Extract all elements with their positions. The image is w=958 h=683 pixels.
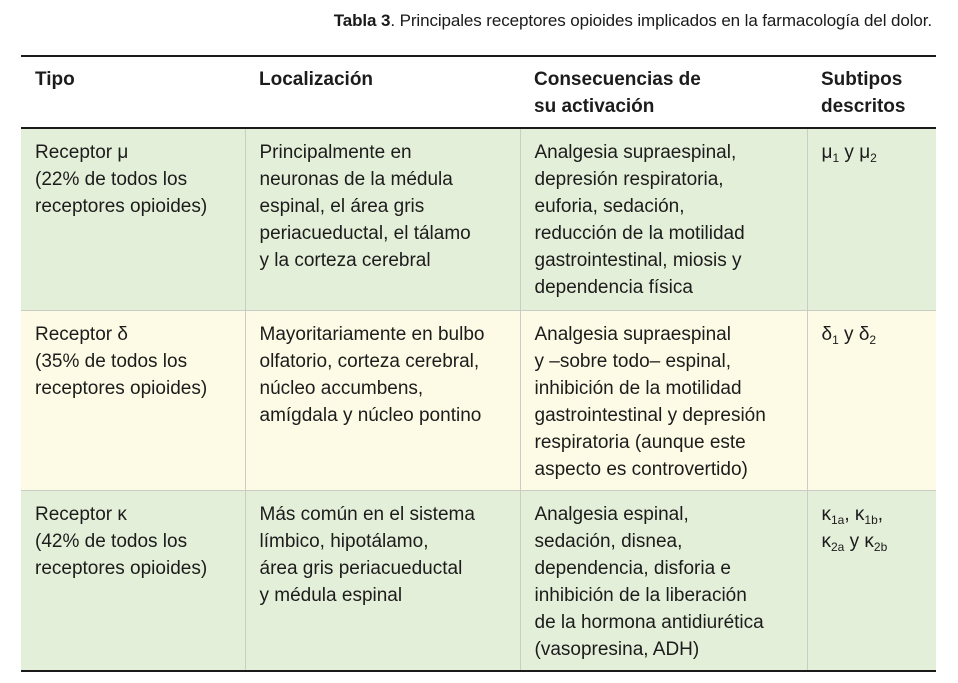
header-tipo — [21, 56, 245, 128]
subtype-separator: , — [844, 504, 855, 525]
cell-line: Principalmente en — [259, 142, 412, 163]
cell-tipo — [21, 491, 245, 672]
subtype-symbol: μ — [859, 142, 871, 163]
caption-text: . Principales receptores opioides implicados en la farmacología del dolor. — [390, 11, 932, 30]
cell-line: Más común en el sistema — [259, 504, 475, 525]
cell-line: Analgesia supraespinal, — [534, 142, 737, 163]
subtype-symbol: κ — [821, 531, 831, 552]
cell-subtipos — [807, 128, 936, 311]
cell-line: neuronas de la médula — [259, 169, 453, 190]
subtype-symbol: κ — [864, 531, 874, 552]
cell-line: límbico, hipotálamo, — [259, 531, 429, 552]
subtype-symbol: μ — [821, 142, 833, 163]
cell-consecuencias — [520, 128, 807, 311]
cell-subtipos — [807, 311, 936, 491]
cell-line: espinal, el área gris — [259, 196, 425, 217]
cell-line: Analgesia supraespinal — [534, 324, 731, 345]
cell-line: periacueductal, el tálamo — [259, 223, 471, 244]
cell-line: núcleo accumbens, — [259, 378, 424, 399]
subtype-separator: , — [877, 504, 884, 525]
cell-line: reducción de la motilidad — [534, 223, 745, 244]
cell-tipo — [21, 128, 245, 311]
subtype-subscript: 1b — [864, 513, 878, 527]
cell-localizacion — [245, 128, 520, 311]
cell-line: área gris periacueductal — [259, 558, 463, 579]
cell-line: Analgesia espinal, — [534, 504, 689, 525]
cell-line: amígdala y núcleo pontino — [259, 405, 482, 426]
cell-line: y médula espinal — [259, 585, 403, 606]
table-row-delta — [21, 311, 936, 491]
header-localizacion — [245, 56, 520, 128]
subtype-subscript: 2a — [831, 540, 845, 554]
cell-line: de la hormona antidiurética — [534, 612, 764, 633]
cell-line: dependencia, disforia e — [534, 558, 731, 579]
subtype-subscript: 2 — [870, 151, 877, 165]
subtype-symbol: δ — [821, 324, 833, 345]
subtype-line — [822, 139, 929, 166]
cell-line: inhibición de la motilidad — [534, 378, 742, 399]
cell-localizacion — [245, 311, 520, 491]
header-tipo-text: Tipo — [35, 69, 75, 90]
cell-line: sedación, disnea, — [534, 531, 683, 552]
subtype-separator: y — [844, 531, 865, 552]
cell-localizacion — [245, 491, 520, 672]
subtypes-list — [822, 321, 929, 348]
subtypes-list — [822, 501, 929, 555]
cell-tipo — [21, 311, 245, 491]
subtype-separator: y — [838, 324, 859, 345]
cell-line: (35% de todos los — [35, 351, 188, 372]
cell-line: receptores opioides) — [35, 558, 208, 579]
cell-line: (22% de todos los — [35, 169, 188, 190]
cell-line: Receptor κ — [35, 504, 127, 525]
subtype-separator: y — [839, 142, 860, 163]
cell-line: (vasopresina, ADH) — [534, 639, 700, 660]
table-row-kappa — [21, 491, 936, 672]
table-caption — [334, 11, 932, 31]
cell-line: receptores opioides) — [35, 196, 208, 217]
cell-line: euforia, sedación, — [534, 196, 685, 217]
cell-line: receptores opioides) — [35, 378, 208, 399]
table-row-mu — [21, 128, 936, 311]
cell-line: aspecto es controvertido) — [534, 459, 748, 480]
subtype-subscript: 2 — [869, 333, 877, 347]
cell-line: gastrointestinal, miosis y — [534, 250, 742, 271]
cell-line: Receptor δ — [35, 324, 128, 345]
cell-line: Receptor μ — [35, 142, 129, 163]
header-localizacion-text: Localización — [259, 69, 374, 90]
cell-line: inhibición de la liberación — [534, 585, 747, 606]
subtypes-list — [822, 139, 929, 166]
cell-line: (42% de todos los — [35, 531, 188, 552]
subtype-line — [822, 528, 929, 555]
subtype-symbol: δ — [858, 324, 870, 345]
cell-line: depresión respiratoria, — [534, 169, 724, 190]
cell-consecuencias — [520, 311, 807, 491]
cell-line: y –sobre todo– espinal, — [534, 351, 731, 372]
subtype-line — [822, 321, 929, 348]
table-header-row — [21, 56, 936, 128]
header-subtipos-line: descritos — [821, 96, 906, 117]
subtype-symbol: κ — [821, 504, 831, 525]
subtype-symbol: κ — [854, 504, 865, 525]
caption-label: Tabla 3 — [333, 11, 391, 30]
cell-line: olfatorio, corteza cerebral, — [259, 351, 480, 372]
subtype-subscript: 1 — [832, 151, 840, 165]
cell-line: dependencia física — [534, 277, 693, 298]
opioid-receptors-table — [21, 55, 936, 672]
header-consecuencias — [520, 56, 807, 128]
header-subtipos-line: Subtipos — [821, 69, 903, 90]
header-consecuencias-line: Consecuencias de — [534, 69, 701, 90]
header-subtipos — [807, 56, 936, 128]
cell-line: Mayoritariamente en bulbo — [259, 324, 485, 345]
subtype-line — [822, 501, 929, 528]
cell-subtipos — [807, 491, 936, 672]
subtype-subscript: 1 — [832, 333, 839, 347]
cell-line: y la corteza cerebral — [259, 250, 431, 271]
header-consecuencias-line: su activación — [534, 96, 655, 117]
cell-line: respiratoria (aunque este — [534, 432, 746, 453]
cell-line: gastrointestinal y depresión — [534, 405, 766, 426]
subtype-subscript: 2b — [873, 540, 888, 554]
cell-consecuencias — [520, 491, 807, 672]
subtype-subscript: 1a — [831, 513, 845, 527]
